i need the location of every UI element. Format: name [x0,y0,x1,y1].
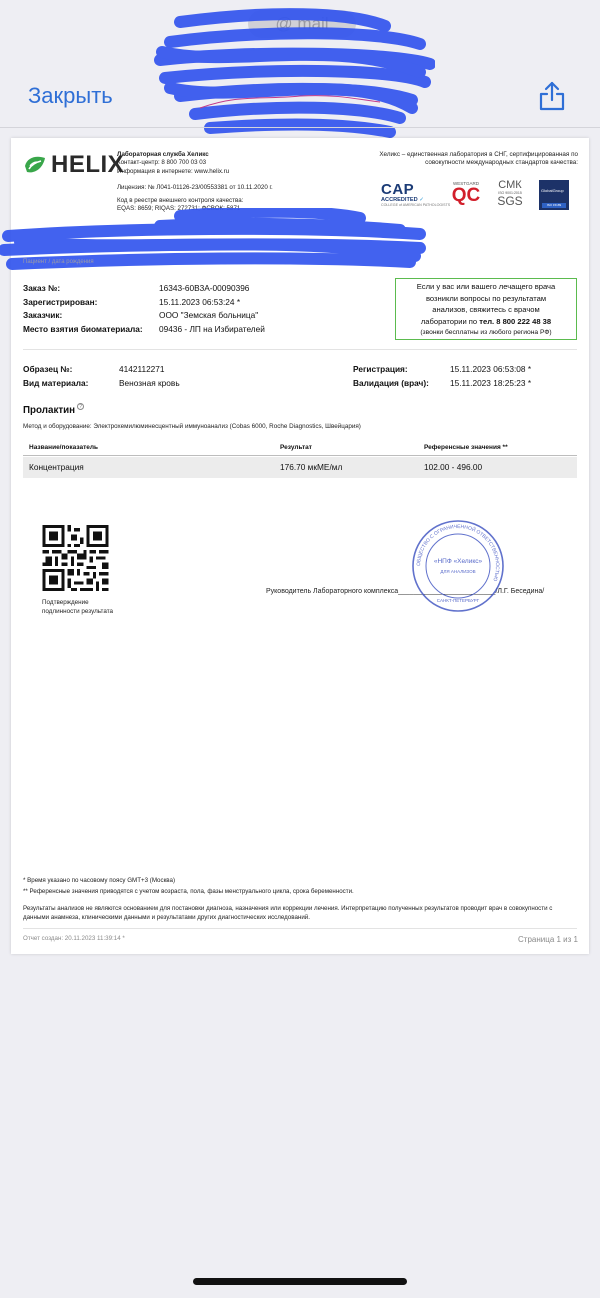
lab-info [117,151,317,213]
col-ref-header: Референсные значения ** [424,444,508,451]
result-name: Концентрация [29,462,84,472]
result-reference: 102.00 - 496.00 [424,462,483,472]
registration-value: 15.11.2023 06:53:08 * [450,364,532,374]
westgard-qc-logo: WESTGARD QC [451,181,481,206]
customer-value: ООО "Земская больница" [159,310,259,320]
lab-contact: Контакт-центр: 8 800 700 03 03 [117,159,207,167]
sample-number-value: 4142112271 [119,364,165,374]
customer-label: Заказчик: [23,310,63,320]
divider [23,349,577,350]
footnote-reference: ** Референсные значения приводятся с учетом возраста, пола, фазы менструального цикла, срока беременности. [23,888,354,895]
svg-text:«НПФ «Хеликс»: «НПФ «Хеликс» [433,558,483,565]
svg-text:ОБЩЕСТВО С ОГРАНИЧЕННОЙ ОТВЕТС: ОБЩЕСТВО С ОГРАНИЧЕННОЙ ОТВЕТСТВЕННОСТЬЮ [415,523,501,582]
page-number: Страница 1 из 1 [518,935,578,944]
col-result-header: Результат [280,444,312,451]
registered-label: Зарегистрирован: [23,296,98,307]
svg-text:САНКТ-ПЕТЕРБУРГ: САНКТ-ПЕТЕРБУРГ [436,598,480,603]
order-number-value: 16343-60В3А-00090396 [159,283,250,293]
order-info [23,282,265,336]
validation-label: Валидация (врач): [353,377,429,388]
lab-name: Лабораторная служба Хеликс [117,151,209,158]
report-created: Отчет создан: 20.11.2023 11:39:14 * [23,935,125,942]
home-indicator[interactable] [193,1278,407,1285]
helix-logo [23,151,124,179]
divider [23,928,577,929]
cap-accredited-logo: CAP ACCREDITED ✓ COLLEGE of AMERICAN PATHOLOGISTS [381,181,451,207]
stamp-seal-icon [410,518,506,614]
mail-pill: @ mail [248,10,356,38]
lab-codes: EQAS: 8659; RIQAS: 272731; ФСВОК: 5871 [117,205,241,213]
redaction-scribble [150,8,435,138]
table-row [23,457,577,478]
result-value: 176.70 мкМЕ/мл [280,462,343,472]
material-label: Вид материала: [23,377,89,388]
doctor-contact-box: Если у вас или вашего лечащего врача возникли вопросы по результатам анализов, свяжитесь с врачом лаборатории по тел. 8 800 222 48 38 (звонки бесплатны из любого региона РФ) [395,278,577,340]
collection-place-value: 09436 - ЛП на Избирателей [159,323,265,334]
registered-value: 15.11.2023 06:53:24 * [159,296,241,307]
sample-info [23,363,180,390]
disclaimer: Результаты анализов не являются основанием для постановки диагноза, назначения или коррекции лечения. Интерпретацию полученных результатов проводит врач в совокупности с данными анамнеза, клиническими данными и результатами других диагностических исследований. [23,905,553,921]
test-title: Пролактин ? [23,405,84,416]
registration-label: Регистрация: [353,364,408,374]
smk-sgs-logo: СМК ISO 9001:2015 SGS [497,179,523,208]
quality-claim: Хеликс – единственная лаборатория в СНГ, сертифицированная по совокупности международных стандартов качества: [379,151,578,167]
header-divider [0,127,600,128]
iso-15189-badge: GlobalGroup ISO 15189 [539,180,569,210]
test-method: Метод и оборудование: Электрохемилюминесцентный иммуноанализ (Cobas 6000, Roche Diagnostics, Швейцария) [23,423,361,430]
close-button[interactable]: Закрыть [28,83,113,108]
qr-code[interactable] [42,525,109,591]
sample-dates [353,363,531,390]
collection-place-label: Место взятия биоматериала: [23,323,143,334]
doctor-phone[interactable]: тел. 8 800 222 48 38 [479,316,552,326]
patient-caption: Пациент / дата рождения [23,259,94,265]
lab-registry: Код в реестре внешнего контроля качества: [117,196,244,204]
logo-text: HELIX [51,151,125,178]
svg-text:ДЛЯ АНАЛИЗОВ: ДЛЯ АНАЛИЗОВ [440,569,476,574]
sample-number-label: Образец №: [23,364,73,374]
footnotes [23,875,354,897]
order-number-label: Заказ №: [23,283,61,293]
material-value: Венозная кровь [119,377,180,388]
qr-caption: Подтверждение подлинности результата [42,599,114,615]
redaction-scribble [0,208,430,278]
col-name-header: Название/показатель [29,444,99,451]
footnote-time: * Время указано по часовому поясу GMT+3 (Москва) [23,877,176,884]
lab-web: Информация в интернете: www.helix.ru [117,167,230,175]
results-table-header [23,444,577,456]
info-icon[interactable]: ? [77,403,84,410]
lab-report-document [11,138,589,954]
lab-license: Лицензия: № Л041-01126-23/00553381 от 10.11.2020 г. [117,184,273,192]
helix-leaf-icon [23,154,47,176]
signature-line: Руководитель Лабораторного комплекса_________________________/Л.Г. Беседина/ [266,588,545,595]
share-icon[interactable] [536,80,568,112]
validation-value: 15.11.2023 18:25:23 * [450,377,532,388]
